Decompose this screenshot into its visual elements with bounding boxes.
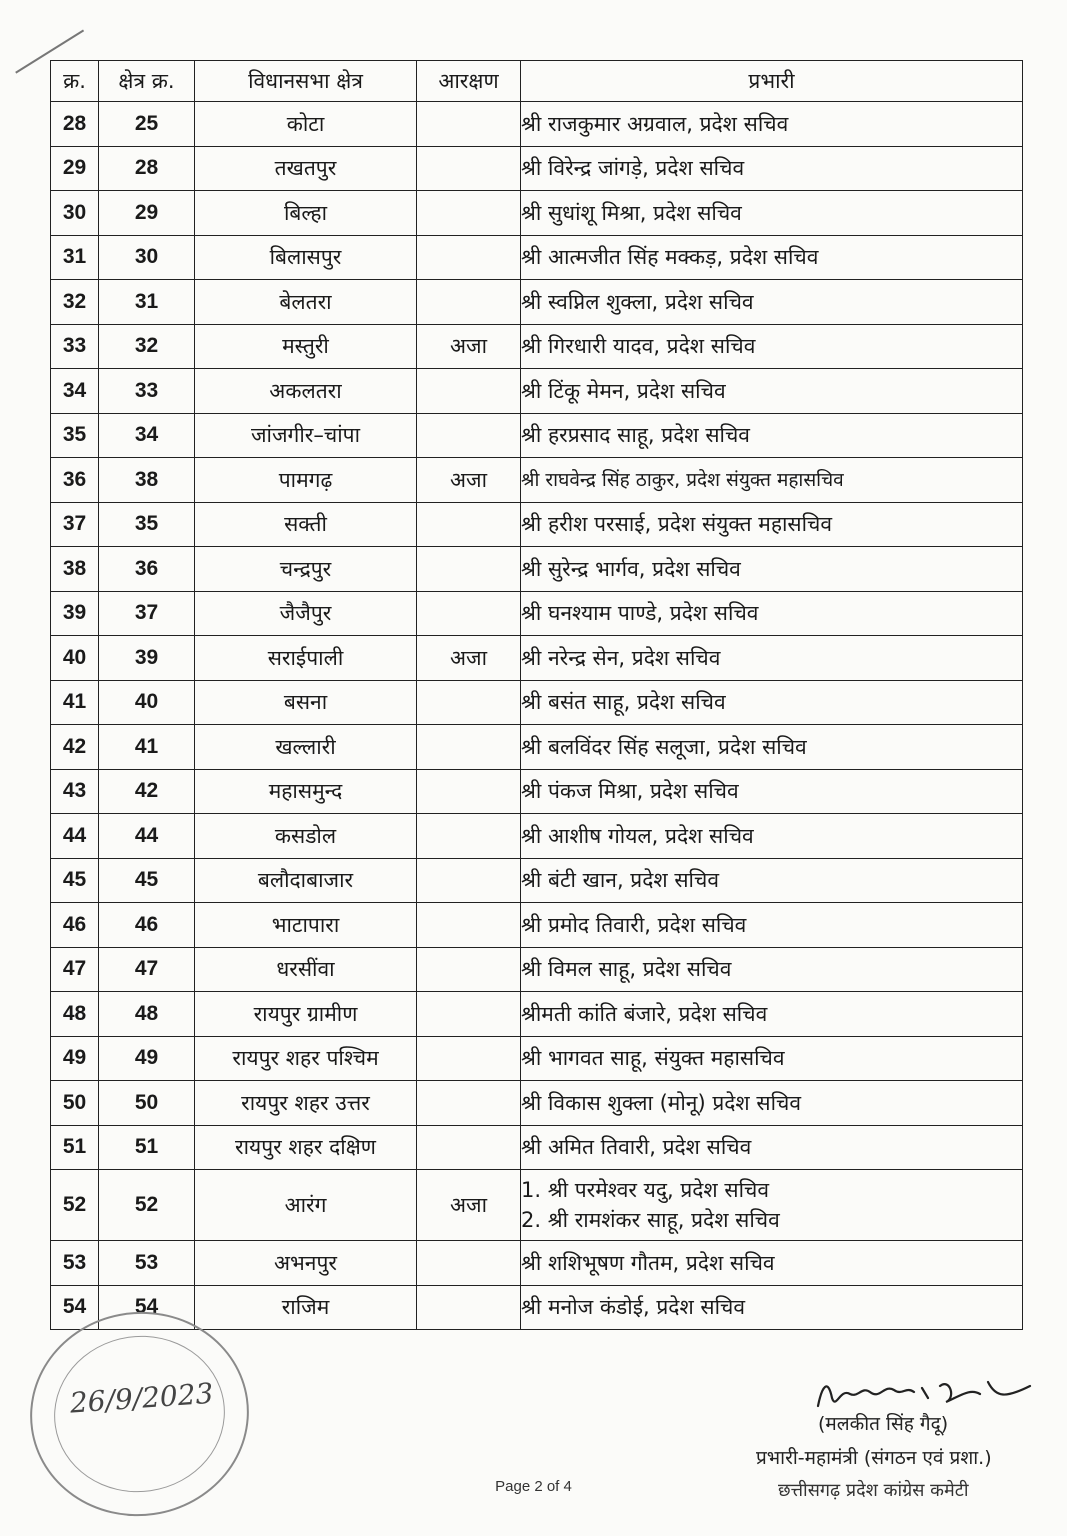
area-no-cell: 45 bbox=[99, 858, 195, 903]
reservation-cell bbox=[417, 769, 521, 814]
constituency-cell: महासमुन्द bbox=[195, 769, 417, 814]
reservation-cell bbox=[417, 413, 521, 458]
area-no-cell: 32 bbox=[99, 324, 195, 369]
reservation-cell bbox=[417, 947, 521, 992]
table-row bbox=[51, 235, 1023, 280]
table-row bbox=[51, 1081, 1023, 1126]
incharge-cell bbox=[521, 324, 1023, 369]
reservation-cell bbox=[417, 280, 521, 325]
table-row bbox=[51, 903, 1023, 948]
table-row bbox=[51, 947, 1023, 992]
incharge-line: श्री अमित तिवारी, प्रदेश सचिव bbox=[521, 1135, 752, 1160]
header-incharge: प्रभारी bbox=[521, 61, 1023, 102]
area-no-cell: 40 bbox=[99, 680, 195, 725]
serial-cell: 52 bbox=[51, 1170, 99, 1241]
incharge-line: श्री आशीष गोयल, प्रदेश सचिव bbox=[521, 823, 754, 848]
incharge-cell bbox=[521, 1036, 1023, 1081]
serial-cell: 38 bbox=[51, 547, 99, 592]
reservation-cell bbox=[417, 102, 521, 147]
reservation-cell bbox=[417, 1285, 521, 1330]
incharge-line: श्री राजकुमार अग्रवाल, प्रदेश सचिव bbox=[521, 111, 789, 136]
constituency-cell: कोटा bbox=[195, 102, 417, 147]
reservation-cell bbox=[417, 1081, 521, 1126]
serial-cell: 28 bbox=[51, 102, 99, 147]
table-row bbox=[51, 146, 1023, 191]
area-no-cell: 48 bbox=[99, 992, 195, 1037]
reservation-cell bbox=[417, 591, 521, 636]
incharge-cell bbox=[521, 992, 1023, 1037]
signatory-name: (मलकीत सिंह गैदू) bbox=[818, 1413, 949, 1435]
table-row bbox=[51, 369, 1023, 414]
area-no-cell: 42 bbox=[99, 769, 195, 814]
constituency-cell: जैजैपुर bbox=[195, 591, 417, 636]
area-no-cell: 25 bbox=[99, 102, 195, 147]
incharge-line: श्री विरेन्द्र जांगड़े, प्रदेश सचिव bbox=[521, 156, 745, 181]
incharge-cell bbox=[521, 369, 1023, 414]
area-no-cell: 35 bbox=[99, 502, 195, 547]
serial-cell: 34 bbox=[51, 369, 99, 414]
constituency-cell: खल्लारी bbox=[195, 725, 417, 770]
constituency-cell: राजिम bbox=[195, 1285, 417, 1330]
table-row bbox=[51, 1241, 1023, 1286]
serial-cell: 33 bbox=[51, 324, 99, 369]
incharge-line: श्री राघवेन्द्र सिंह ठाकुर, प्रदेश संयुक्त महासचिव bbox=[521, 468, 844, 491]
serial-cell: 49 bbox=[51, 1036, 99, 1081]
page-number: Page 2 of 4 bbox=[495, 1478, 572, 1495]
table-row bbox=[51, 769, 1023, 814]
table-row bbox=[51, 636, 1023, 681]
serial-cell: 41 bbox=[51, 680, 99, 725]
reservation-cell bbox=[417, 858, 521, 903]
reservation-cell bbox=[417, 725, 521, 770]
table-row bbox=[51, 191, 1023, 236]
serial-cell: 45 bbox=[51, 858, 99, 903]
serial-cell: 43 bbox=[51, 769, 99, 814]
incharge-cell bbox=[521, 102, 1023, 147]
incharge-line: श्री नरेन्द्र सेन, प्रदेश सचिव bbox=[521, 645, 721, 670]
incharge-line: 2. श्री रामशंकर साहू, प्रदेश सचिव bbox=[521, 1208, 780, 1232]
incharge-cell bbox=[521, 636, 1023, 681]
reservation-cell bbox=[417, 903, 521, 948]
serial-cell: 36 bbox=[51, 458, 99, 503]
serial-cell: 37 bbox=[51, 502, 99, 547]
constituency-cell: भाटापारा bbox=[195, 903, 417, 948]
serial-cell: 48 bbox=[51, 992, 99, 1037]
serial-cell: 53 bbox=[51, 1241, 99, 1286]
serial-cell: 46 bbox=[51, 903, 99, 948]
area-no-cell: 41 bbox=[99, 725, 195, 770]
table-row bbox=[51, 1285, 1023, 1330]
incharge-cell bbox=[521, 680, 1023, 725]
area-no-cell: 30 bbox=[99, 235, 195, 280]
reservation-cell: अजा bbox=[417, 324, 521, 369]
incharge-line: श्री हरप्रसाद साहू, प्रदेश सचिव bbox=[521, 423, 750, 448]
reservation-cell bbox=[417, 1241, 521, 1286]
incharge-table bbox=[50, 60, 1023, 1330]
table-row bbox=[51, 547, 1023, 592]
incharge-line: श्री गिरधारी यादव, प्रदेश सचिव bbox=[521, 334, 756, 359]
table-header-row bbox=[51, 61, 1023, 102]
header-serial: क्र. bbox=[51, 61, 99, 102]
serial-cell: 50 bbox=[51, 1081, 99, 1126]
area-no-cell: 29 bbox=[99, 191, 195, 236]
area-no-cell: 33 bbox=[99, 369, 195, 414]
incharge-line: श्रीमती कांति बंजारे, प्रदेश सचिव bbox=[521, 1001, 768, 1026]
incharge-line: श्री विमल साहू, प्रदेश सचिव bbox=[521, 957, 732, 982]
constituency-cell: रायपुर ग्रामीण bbox=[195, 992, 417, 1037]
table-row bbox=[51, 814, 1023, 859]
constituency-cell: बिल्हा bbox=[195, 191, 417, 236]
table-row bbox=[51, 1036, 1023, 1081]
constituency-cell: पामगढ़ bbox=[195, 458, 417, 503]
reservation-cell bbox=[417, 235, 521, 280]
incharge-cell bbox=[521, 903, 1023, 948]
area-no-cell: 36 bbox=[99, 547, 195, 592]
stamp-date: 26/9/2023 bbox=[68, 1376, 215, 1420]
serial-cell: 29 bbox=[51, 146, 99, 191]
incharge-cell bbox=[521, 1081, 1023, 1126]
area-no-cell: 49 bbox=[99, 1036, 195, 1081]
incharge-cell bbox=[521, 458, 1023, 503]
incharge-line: श्री घनश्याम पाण्डे, प्रदेश सचिव bbox=[521, 601, 759, 626]
area-no-cell: 46 bbox=[99, 903, 195, 948]
constituency-cell: रायपुर शहर पश्चिम bbox=[195, 1036, 417, 1081]
incharge-cell bbox=[521, 1170, 1023, 1241]
constituency-cell: मस्तुरी bbox=[195, 324, 417, 369]
incharge-cell bbox=[521, 1125, 1023, 1170]
serial-cell: 32 bbox=[51, 280, 99, 325]
constituency-cell: अभनपुर bbox=[195, 1241, 417, 1286]
incharge-line: श्री सुधांशू मिश्रा, प्रदेश सचिव bbox=[521, 200, 742, 225]
constituency-cell: बलौदाबाजार bbox=[195, 858, 417, 903]
table-row bbox=[51, 680, 1023, 725]
serial-cell: 42 bbox=[51, 725, 99, 770]
header-constituency: विधानसभा क्षेत्र bbox=[195, 61, 417, 102]
serial-cell: 30 bbox=[51, 191, 99, 236]
header-area-no: क्षेत्र क्र. bbox=[99, 61, 195, 102]
incharge-cell bbox=[521, 858, 1023, 903]
serial-cell: 31 bbox=[51, 235, 99, 280]
constituency-cell: रायपुर शहर दक्षिण bbox=[195, 1125, 417, 1170]
area-no-cell: 44 bbox=[99, 814, 195, 859]
table-row bbox=[51, 458, 1023, 503]
header-reservation: आरक्षण bbox=[417, 61, 521, 102]
incharge-line: श्री बलविंदर सिंह सलूजा, प्रदेश सचिव bbox=[521, 734, 807, 759]
incharge-cell bbox=[521, 280, 1023, 325]
reservation-cell bbox=[417, 369, 521, 414]
reservation-cell bbox=[417, 191, 521, 236]
reservation-cell bbox=[417, 680, 521, 725]
reservation-cell: अजा bbox=[417, 636, 521, 681]
serial-cell: 47 bbox=[51, 947, 99, 992]
serial-cell: 44 bbox=[51, 814, 99, 859]
reservation-cell bbox=[417, 146, 521, 191]
incharge-cell bbox=[521, 146, 1023, 191]
area-no-cell: 52 bbox=[99, 1170, 195, 1241]
table-row bbox=[51, 502, 1023, 547]
incharge-cell bbox=[521, 1285, 1023, 1330]
area-no-cell: 47 bbox=[99, 947, 195, 992]
reservation-cell bbox=[417, 547, 521, 592]
reservation-cell: अजा bbox=[417, 458, 521, 503]
table-row bbox=[51, 858, 1023, 903]
serial-cell: 40 bbox=[51, 636, 99, 681]
incharge-line: श्री बंटी खान, प्रदेश सचिव bbox=[521, 868, 719, 893]
table-row bbox=[51, 591, 1023, 636]
incharge-cell bbox=[521, 769, 1023, 814]
table-row bbox=[51, 725, 1023, 770]
area-no-cell: 38 bbox=[99, 458, 195, 503]
incharge-line: श्री पंकज मिश्रा, प्रदेश सचिव bbox=[521, 779, 739, 804]
area-no-cell: 28 bbox=[99, 146, 195, 191]
area-no-cell: 51 bbox=[99, 1125, 195, 1170]
constituency-cell: आरंग bbox=[195, 1170, 417, 1241]
reservation-cell bbox=[417, 1036, 521, 1081]
table-row bbox=[51, 413, 1023, 458]
incharge-line: श्री सुरेन्द्र भार्गव, प्रदेश सचिव bbox=[521, 556, 741, 581]
constituency-cell: बिलासपुर bbox=[195, 235, 417, 280]
serial-cell: 39 bbox=[51, 591, 99, 636]
reservation-cell bbox=[417, 992, 521, 1037]
area-no-cell: 34 bbox=[99, 413, 195, 458]
signatory-title: प्रभारी-महामंत्री (संगठन एवं प्रशा.) bbox=[756, 1447, 992, 1469]
constituency-cell: बेलतरा bbox=[195, 280, 417, 325]
incharge-line: 1. श्री परमेश्वर यदु, प्रदेश सचिव bbox=[521, 1178, 770, 1202]
serial-cell: 35 bbox=[51, 413, 99, 458]
incharge-cell bbox=[521, 413, 1023, 458]
constituency-cell: तखतपुर bbox=[195, 146, 417, 191]
incharge-cell bbox=[521, 814, 1023, 859]
constituency-cell: जांजगीर–चांपा bbox=[195, 413, 417, 458]
reservation-cell bbox=[417, 1125, 521, 1170]
constituency-cell: धरसींवा bbox=[195, 947, 417, 992]
incharge-line: श्री स्वप्निल शुक्ला, प्रदेश सचिव bbox=[521, 289, 754, 314]
serial-cell: 51 bbox=[51, 1125, 99, 1170]
area-no-cell: 50 bbox=[99, 1081, 195, 1126]
constituency-cell: अकलतरा bbox=[195, 369, 417, 414]
table-row bbox=[51, 324, 1023, 369]
area-no-cell: 37 bbox=[99, 591, 195, 636]
incharge-cell bbox=[521, 191, 1023, 236]
constituency-cell: कसडोल bbox=[195, 814, 417, 859]
constituency-cell: रायपुर शहर उत्तर bbox=[195, 1081, 417, 1126]
incharge-cell bbox=[521, 591, 1023, 636]
incharge-line: श्री प्रमोद तिवारी, प्रदेश सचिव bbox=[521, 912, 747, 937]
incharge-line: श्री भागवत साहू, संयुक्त महासचिव bbox=[521, 1046, 785, 1071]
incharge-cell bbox=[521, 725, 1023, 770]
reservation-cell bbox=[417, 502, 521, 547]
incharge-cell bbox=[521, 547, 1023, 592]
incharge-line: श्री विकास शुक्ला (मोनू) प्रदेश सचिव bbox=[521, 1090, 802, 1115]
constituency-cell: बसना bbox=[195, 680, 417, 725]
area-no-cell: 31 bbox=[99, 280, 195, 325]
constituency-cell: सराईपाली bbox=[195, 636, 417, 681]
incharge-line: श्री बसंत साहू, प्रदेश सचिव bbox=[521, 690, 726, 715]
area-no-cell: 54 bbox=[99, 1285, 195, 1330]
table-row bbox=[51, 1170, 1023, 1241]
constituency-cell: सक्ती bbox=[195, 502, 417, 547]
table-row bbox=[51, 280, 1023, 325]
incharge-cell bbox=[521, 1241, 1023, 1286]
area-no-cell: 53 bbox=[99, 1241, 195, 1286]
constituency-cell: चन्द्रपुर bbox=[195, 547, 417, 592]
incharge-line: श्री आत्मजीत सिंह मक्कड़, प्रदेश सचिव bbox=[521, 245, 819, 270]
incharge-line: श्री हरीश परसाई, प्रदेश संयुक्त महासचिव bbox=[521, 512, 833, 537]
incharge-line: श्री टिंकू मेमन, प्रदेश सचिव bbox=[521, 378, 726, 403]
incharge-line: श्री मनोज कंडोई, प्रदेश सचिव bbox=[521, 1295, 746, 1320]
incharge-line: श्री शशिभूषण गौतम, प्रदेश सचिव bbox=[521, 1250, 775, 1275]
serial-cell: 54 bbox=[51, 1285, 99, 1330]
incharge-cell bbox=[521, 502, 1023, 547]
table-row bbox=[51, 992, 1023, 1037]
table-row bbox=[51, 102, 1023, 147]
incharge-cell bbox=[521, 235, 1023, 280]
incharge-cell bbox=[521, 947, 1023, 992]
signatory-organisation: छत्तीसगढ़ प्रदेश कांग्रेस कमेटी bbox=[778, 1480, 969, 1501]
area-no-cell: 39 bbox=[99, 636, 195, 681]
office-stamp bbox=[17, 1298, 262, 1530]
table-row bbox=[51, 1125, 1023, 1170]
reservation-cell bbox=[417, 814, 521, 859]
reservation-cell: अजा bbox=[417, 1170, 521, 1241]
